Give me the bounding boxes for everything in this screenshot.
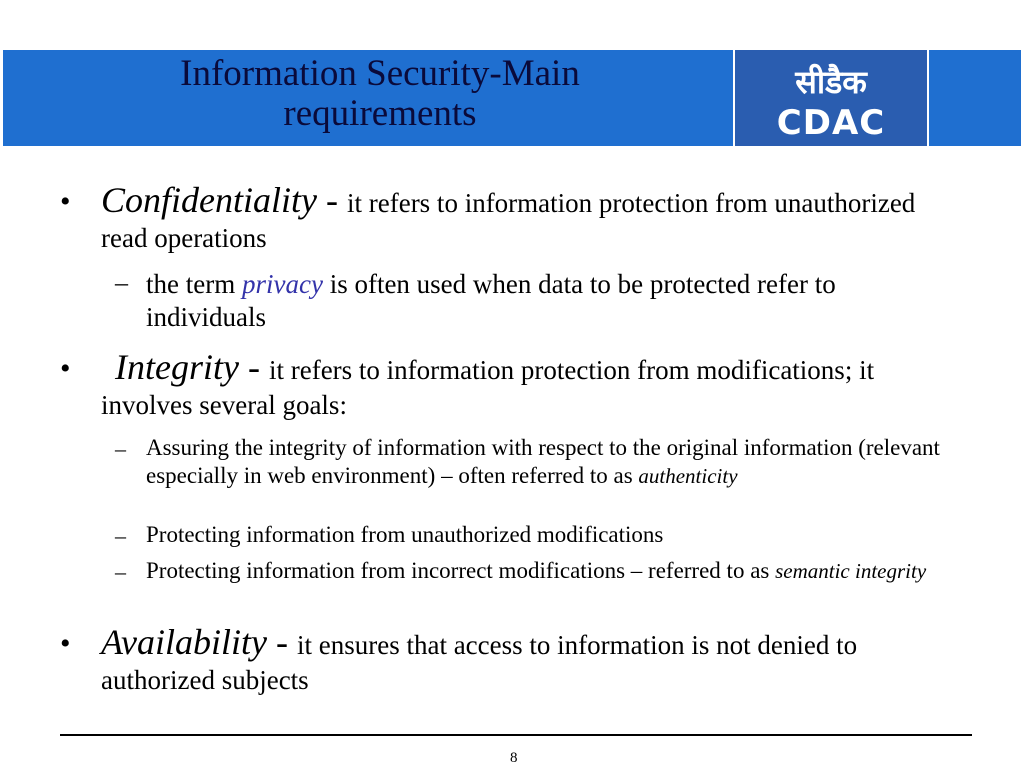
logo-latin: CDAC bbox=[776, 103, 886, 143]
bullet-dot: • bbox=[60, 185, 71, 218]
sub-dash: – bbox=[115, 268, 128, 297]
bullet-dot: • bbox=[60, 627, 71, 660]
bullet-text: it refers to information protection from unauthorized read operations bbox=[101, 188, 916, 253]
logo-devanagari: सीडैक bbox=[795, 63, 867, 101]
bullet-term: Availability bbox=[101, 622, 267, 662]
sub-dash: – bbox=[115, 436, 126, 461]
sub-dash: – bbox=[115, 559, 126, 584]
cdac-logo bbox=[733, 50, 929, 146]
bullet-dot: • bbox=[60, 352, 71, 385]
slide-title: Information Security-Main requirements bbox=[180, 53, 580, 134]
sub-item-semantic: Protecting information from incorrect modifications – referred to as semantic integrity bbox=[146, 558, 927, 583]
bullet-term: Integrity bbox=[115, 347, 239, 387]
footer-divider bbox=[60, 734, 972, 736]
sub-item-unauthorized: Protecting information from unauthorized modifications bbox=[146, 522, 664, 547]
sub-item-privacy: the term privacy is often used when data to be protected refer to individuals bbox=[146, 269, 836, 332]
bullet-text: it ensures that access to information is not denied to authorized subjects bbox=[101, 630, 858, 695]
bullet-availability: Availability - it ensures that access to information is not denied to authorized subjects bbox=[101, 622, 858, 695]
bullet-confidentiality: Confidentiality - it refers to information protection from unauthorized read operations bbox=[101, 180, 916, 253]
semantic-integrity-term: semantic integrity bbox=[775, 559, 927, 583]
cdac-logo-icon bbox=[735, 50, 927, 146]
page-number: 8 bbox=[510, 750, 518, 766]
bullet-integrity: Integrity - it refers to information protection from modifications; it involves several goals: bbox=[101, 347, 875, 420]
sub-item-authenticity: Assuring the integrity of information with respect to the original information (relevant especially in web environment) – often referred to as authenticity bbox=[146, 435, 940, 488]
bullet-text: it refers to information protection from modifications; it involves several goals: bbox=[101, 355, 875, 420]
bullet-term: Confidentiality bbox=[101, 180, 317, 220]
authenticity-term: authenticity bbox=[638, 464, 738, 488]
privacy-term: privacy bbox=[241, 269, 323, 299]
sub-dash: – bbox=[115, 523, 126, 548]
